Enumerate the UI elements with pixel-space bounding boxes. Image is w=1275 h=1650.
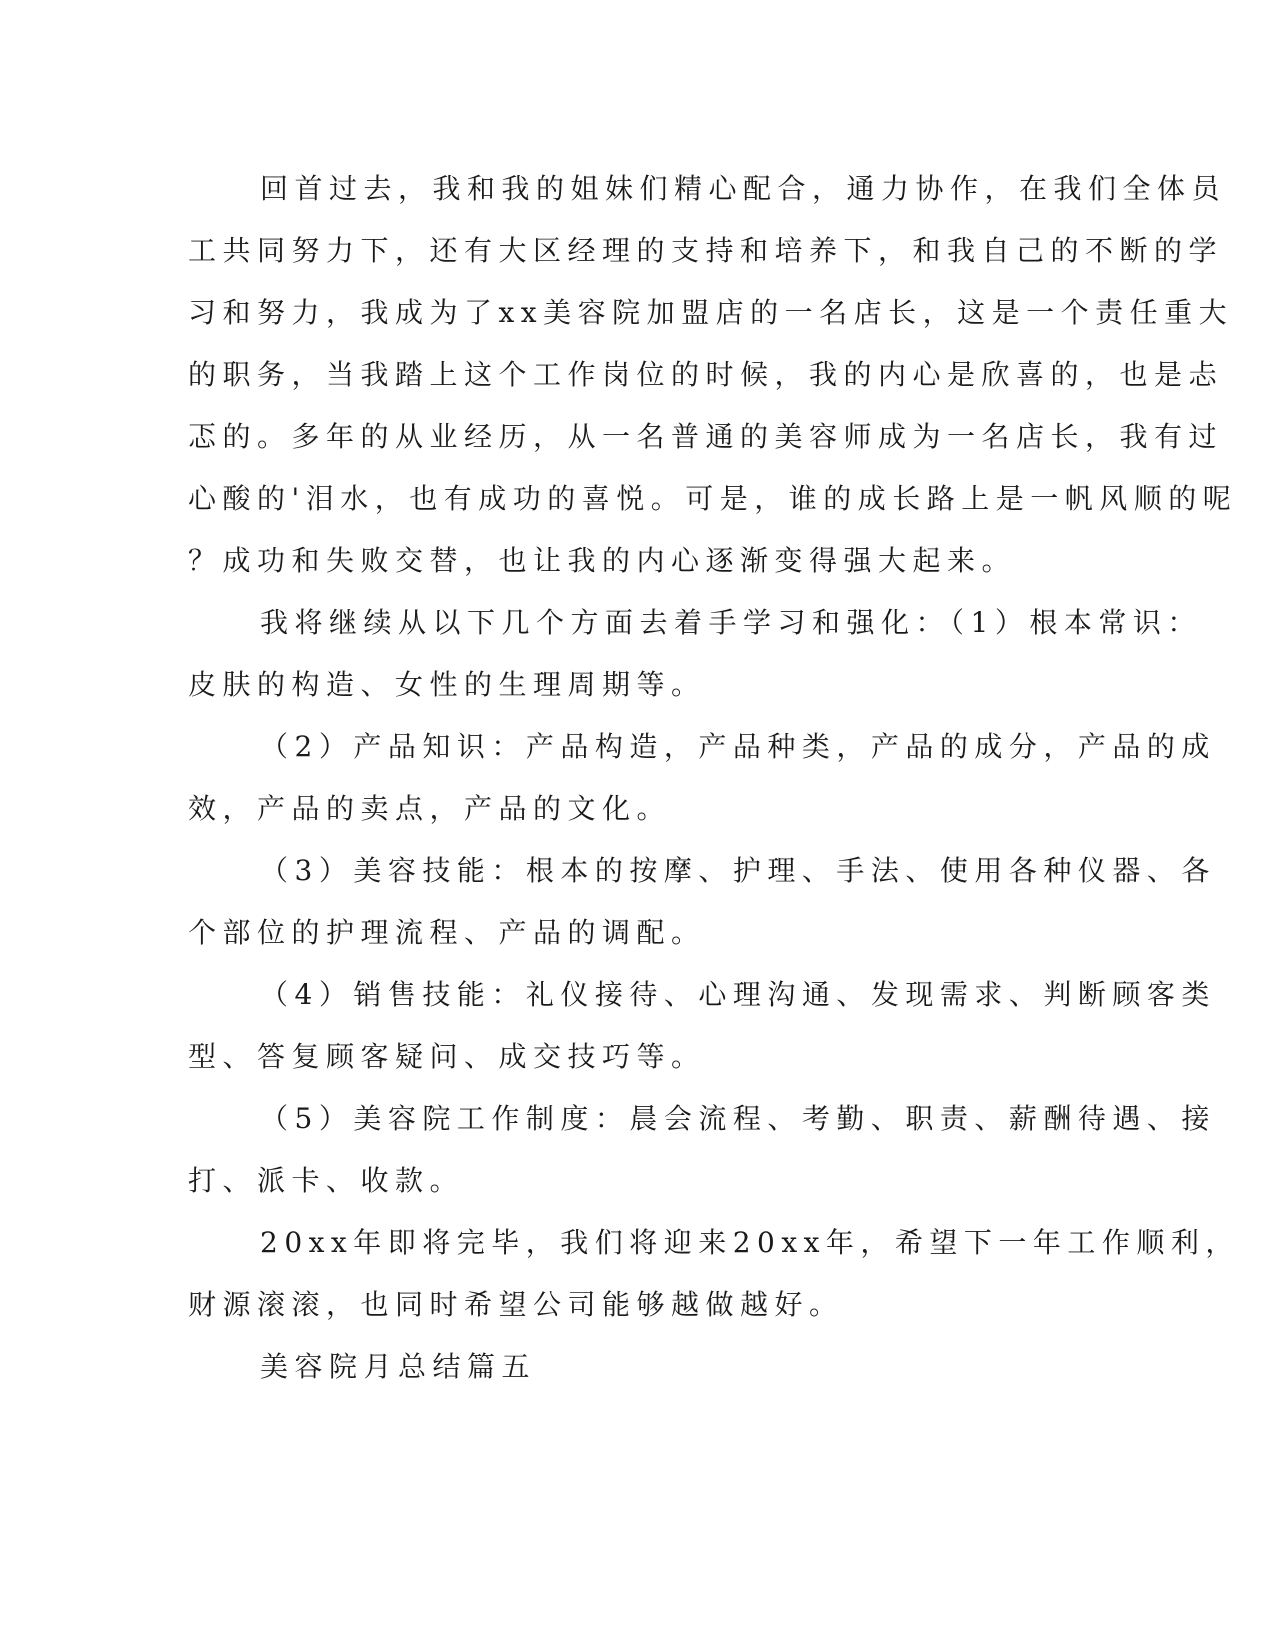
text-line: 皮肤的构造、女性的生理周期等。 xyxy=(188,668,706,701)
text-line: 工共同努力下，还有大区经理的支持和培养下，和我自己的不断的学 xyxy=(188,234,1224,267)
text-line: 财源滚滚，也同时希望公司能够越做越好。 xyxy=(188,1288,844,1321)
text-line: （5）美容院工作制度：晨会流程、考勤、职责、薪酬待遇、接 xyxy=(260,1102,1216,1135)
text-line: （4）销售技能：礼仪接待、心理沟通、发现需求、判断顾客类 xyxy=(260,978,1216,1011)
text-line: 习和努力，我成为了xx美容院加盟店的一名店长，这是一个责任重大 xyxy=(188,296,1234,329)
text-line: （3）美容技能：根本的按摩、护理、手法、使用各种仪器、各 xyxy=(260,854,1216,887)
text-line: 打、派卡、收款。 xyxy=(188,1164,465,1197)
text-line: 美容院月总结篇五 xyxy=(260,1350,537,1383)
text-line: 个部位的护理流程、产品的调配。 xyxy=(188,916,706,949)
text-line: 回首过去，我和我的姐妹们精心配合，通力协作，在我们全体员 xyxy=(260,172,1227,205)
text-line: 心酸的'泪水，也有成功的喜悦。可是，谁的成长路上是一帆风顺的呢 xyxy=(188,482,1238,515)
text-line: 型、答复顾客疑问、成交技巧等。 xyxy=(188,1040,706,1073)
text-line: 我将继续从以下几个方面去着手学习和强化：（1）根本常识： xyxy=(260,606,1202,639)
text-line: （2）产品知识：产品构造，产品种类，产品的成分，产品的成 xyxy=(260,730,1216,763)
document-body xyxy=(188,158,1240,1398)
text-line: 20xx年即将完毕，我们将迎来20xx年，希望下一年工作顺利， xyxy=(260,1226,1240,1259)
text-line: 忑的。多年的从业经历，从一名普通的美容师成为一名店长，我有过 xyxy=(188,420,1224,453)
text-line: ？成功和失败交替，也让我的内心逐渐变得强大起来。 xyxy=(188,544,1017,577)
text-line: 效，产品的卖点，产品的文化。 xyxy=(188,792,672,825)
text-line: 的职务，当我踏上这个工作岗位的时候，我的内心是欣喜的，也是忐 xyxy=(188,358,1224,391)
